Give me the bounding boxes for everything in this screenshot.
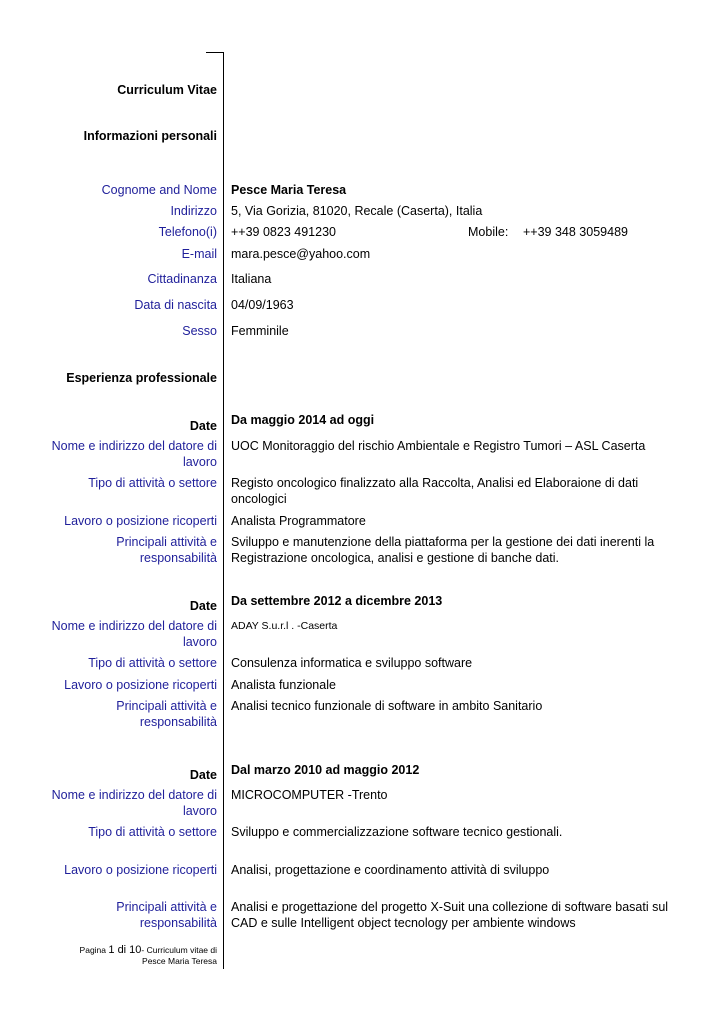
job-type-value: Registo oncologico finalizzato alla Raccolta, Analisi ed Elaboraione di dati oncologici xyxy=(231,476,639,506)
job-date-label: Date xyxy=(189,768,217,782)
mobile-label: Mobile: xyxy=(468,225,509,239)
job-date-value: Da maggio 2014 ad oggi xyxy=(231,413,375,427)
job-type-label: Tipo di attività o settore xyxy=(88,656,217,670)
page-footer xyxy=(17,945,217,967)
mobile-value: ++39 348 3059489 xyxy=(523,225,628,239)
job-position-label: Lavoro o posizione ricoperti xyxy=(64,863,217,877)
email-label: E-mail xyxy=(181,247,217,261)
job-duties-label: Principali attività e responsabilità xyxy=(116,699,217,729)
phone-value: ++39 0823 491230 xyxy=(231,225,336,239)
name-value: Pesce Maria Teresa xyxy=(231,183,347,197)
job-employer-value: UOC Monitoraggio del rischio Ambientale e Registro Tumori – ASL Caserta xyxy=(231,439,646,453)
job-duties-label: Principali attività e responsabilità xyxy=(116,900,217,930)
name-label: Cognome and Nome xyxy=(101,183,217,197)
job-employer-value: MICROCOMPUTER -Trento xyxy=(231,788,388,802)
sex-value: Femminile xyxy=(231,324,289,338)
job-employer-label: Nome e indirizzo del datore di lavoro xyxy=(51,439,217,469)
document-title: Curriculum Vitae xyxy=(117,83,217,97)
job-type-label: Tipo di attività o settore xyxy=(88,476,217,490)
footer-suffix: - Curriculum vitae di xyxy=(141,945,217,955)
job-employer-value: ADAY S.u.r.l . -Caserta xyxy=(231,620,338,632)
phone-label: Telefono(i) xyxy=(158,225,217,239)
job-position-value: Analista Programmatore xyxy=(231,514,366,528)
citizenship-value: Italiana xyxy=(231,272,272,286)
email-value[interactable]: mara.pesce@yahoo.com xyxy=(231,247,371,261)
job-type-value: Consulenza informatica e sviluppo software xyxy=(231,656,473,670)
page-number: 1 di 10 xyxy=(108,944,142,956)
section-personal-info: Informazioni personali xyxy=(83,129,217,143)
job-position-value: Analista funzionale xyxy=(231,678,336,692)
job-employer-label: Nome e indirizzo del datore di lavoro xyxy=(51,619,217,649)
job-duties-value: Analisi e progettazione del progetto X-Suit una collezione di software basati sul CAD e sulle Intelligent object tecnology per ambiente windows xyxy=(231,900,669,930)
footer-name: Pesce Maria Teresa xyxy=(142,956,217,966)
job-position-value: Analisi, progettazione e coordinamento attività di sviluppo xyxy=(231,863,550,877)
job-date-value: Da settembre 2012 a dicembre 2013 xyxy=(231,594,443,608)
job-duties-label: Principali attività e responsabilità xyxy=(116,535,217,565)
column-divider xyxy=(223,52,224,969)
section-experience: Esperienza professionale xyxy=(66,371,217,385)
job-date-value: Dal marzo 2010 ad maggio 2012 xyxy=(231,763,420,777)
job-position-label: Lavoro o posizione ricoperti xyxy=(64,514,217,528)
birth-label: Data di nascita xyxy=(134,298,217,312)
address-value: 5, Via Gorizia, 81020, Recale (Caserta), Italia xyxy=(231,204,483,218)
birth-value: 04/09/1963 xyxy=(231,298,294,312)
top-border-mark xyxy=(206,52,224,53)
job-date-label: Date xyxy=(189,419,217,433)
footer-prefix: Pagina xyxy=(79,945,107,955)
sex-label: Sesso xyxy=(182,324,217,338)
job-employer-label: Nome e indirizzo del datore di lavoro xyxy=(51,788,217,818)
job-type-value: Sviluppo e commercializzazione software tecnico gestionali. xyxy=(231,825,563,839)
job-type-label: Tipo di attività o settore xyxy=(88,825,217,839)
job-duties-value: Analisi tecnico funzionale di software in ambito Sanitario xyxy=(231,699,543,713)
job-position-label: Lavoro o posizione ricoperti xyxy=(64,678,217,692)
job-duties-value: Sviluppo e manutenzione della piattaforma per la gestione dei dati inerenti la Registrazione oncologica, analisi e gestione di banche dati. xyxy=(231,535,655,565)
citizenship-label: Cittadinanza xyxy=(147,272,217,286)
job-date-label: Date xyxy=(189,599,217,613)
address-label: Indirizzo xyxy=(170,204,217,218)
